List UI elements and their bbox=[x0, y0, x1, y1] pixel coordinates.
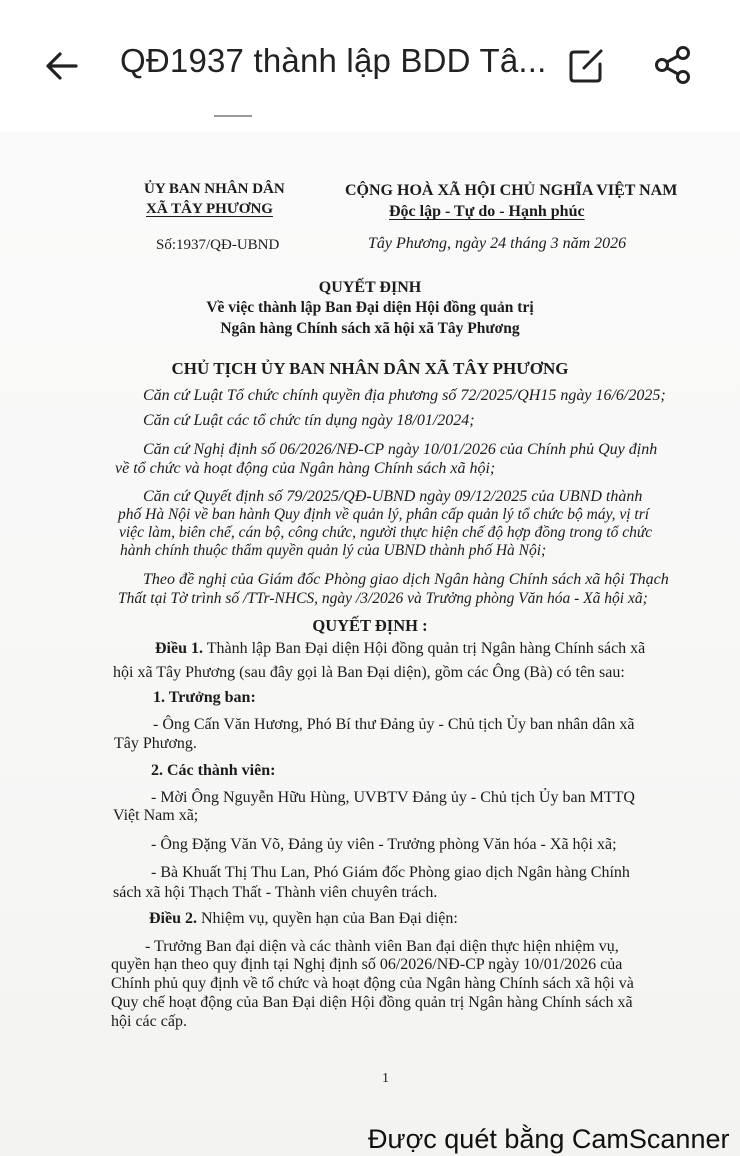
edit-icon bbox=[566, 46, 606, 86]
decision-heading: QUYẾT ĐỊNH bbox=[318, 279, 422, 296]
article-2 bbox=[149, 909, 458, 929]
member-2: - Ông Đặng Văn Võ, Đảng ủy viên - Trưởng phòng Văn hóa - Xã hội xã; bbox=[151, 836, 617, 853]
duty-line-5: hội các cấp. bbox=[111, 1013, 187, 1030]
subject-line-1: Về việc thành lập Ban Đại diện Hội đồng quản trị bbox=[206, 299, 534, 316]
article-2-label: Điều 2. bbox=[149, 910, 197, 927]
app-bar bbox=[0, 0, 740, 132]
duty-line-4: Quy chế hoạt động của Ban Đại diện Hội đồng quản trị Ngân hàng Chính sách xã bbox=[111, 994, 633, 1011]
member-3-cont: sách xã hội Thạch Thất - Thành viên chuyên trách. bbox=[113, 884, 438, 901]
issue-date: Tây Phương, ngày 24 tháng 3 năm 2026 bbox=[368, 235, 627, 252]
issuing-authority: CHỦ TỊCH ỦY BAN NHÂN DÂN XÃ TÂY PHƯƠNG bbox=[171, 359, 569, 378]
arrow-left-icon bbox=[40, 44, 88, 88]
decision-number: Số:1937/QĐ-UBND bbox=[156, 237, 280, 253]
legal-basis-3-cont: về tổ chức và hoạt động của Ngân hàng Chính sách xã hội; bbox=[115, 460, 496, 477]
member-1: - Mời Ông Nguyễn Hữu Hùng, UVBTV Đảng ủy - Chủ tịch Ủy ban MTTQ bbox=[151, 789, 635, 806]
head-member: - Ông Cấn Văn Hương, Phó Bí thư Đảng ủy - Chủ tịch Ủy ban nhân dân xã bbox=[153, 716, 635, 733]
section-head: 1. Trưởng ban: bbox=[153, 689, 256, 706]
agency-name-line-1: ỦY BAN NHÂN DÂN bbox=[144, 181, 285, 197]
scan-mark bbox=[214, 115, 252, 117]
article-1 bbox=[155, 639, 645, 659]
duty-line-3: Chính phủ quy định về tổ chức và hoạt động của Ngân hàng Chính sách xã hội và bbox=[111, 975, 634, 992]
national-title: CỘNG HOÀ XÃ HỘI CHỦ NGHĨA VIỆT NAM bbox=[345, 182, 678, 199]
legal-basis-2: Căn cứ Luật các tổ chức tín dụng ngày 18/01/2024; bbox=[143, 412, 475, 429]
edit-button[interactable] bbox=[566, 46, 606, 86]
document-title: QĐ1937 thành lập BDD Tâ... bbox=[120, 42, 547, 79]
back-button[interactable] bbox=[40, 44, 88, 88]
article-1-cont: hội xã Tây Phương (sau đây gọi là Ban Đại diện), gồm các Ông (Bà) có tên sau: bbox=[113, 664, 625, 681]
share-button[interactable] bbox=[652, 44, 694, 86]
member-3: - Bà Khuất Thị Thu Lan, Phó Giám đốc Phòng giao dịch Ngân hàng Chính bbox=[151, 864, 630, 881]
legal-basis-5: Theo đề nghị của Giám đốc Phòng giao dịch Ngân hàng Chính sách xã hội Thạch bbox=[143, 571, 669, 588]
national-motto: Độc lập - Tự do - Hạnh phúc bbox=[389, 203, 585, 220]
subject-line-2: Ngân hàng Chính sách xã hội xã Tây Phương bbox=[220, 320, 520, 337]
legal-basis-4-cont-3: hành chính thuộc thẩm quyền quản lý của UBND thành phố Hà Nội; bbox=[120, 542, 547, 559]
decide-heading: QUYẾT ĐỊNH : bbox=[312, 616, 428, 635]
legal-basis-4-cont-1: phố Hà Nội về ban hành Quy định về quản lý, phân cấp quản lý tổ chức bộ máy, vị trí bbox=[118, 506, 650, 523]
share-icon bbox=[652, 44, 694, 86]
page-number: 1 bbox=[382, 1071, 389, 1086]
section-members: 2. Các thành viên: bbox=[151, 762, 276, 779]
scanner-watermark: Được quét bằng CamScanner bbox=[368, 1124, 730, 1154]
article-1-text: Thành lập Ban Đại diện Hội đồng quản trị Ngân hàng Chính sách xã bbox=[203, 640, 646, 657]
article-2-title: Nhiệm vụ, quyền hạn của Ban Đại diện: bbox=[197, 910, 458, 927]
legal-basis-3: Căn cứ Nghị định số 06/2026/NĐ-CP ngày 10/01/2026 của Chính phủ Quy định bbox=[143, 441, 658, 458]
head-member-cont: Tây Phương. bbox=[114, 735, 197, 752]
document-page[interactable] bbox=[0, 132, 740, 1156]
article-1-label: Điều 1. bbox=[155, 640, 203, 657]
legal-basis-5-cont: Thất tại Tờ trình số /TTr-NHCS, ngày /3/2026 và Trưởng phòng Văn hóa - Xã hội xã; bbox=[118, 590, 648, 607]
member-1-cont: Việt Nam xã; bbox=[113, 807, 199, 824]
duty-line-2: quyền hạn theo quy định tại Nghị định số 06/2026/NĐ-CP ngày 10/01/2026 của bbox=[111, 956, 623, 973]
duty-line-1: - Trưởng Ban đại diện và các thành viên Ban đại diện thực hiện nhiệm vụ, bbox=[145, 938, 619, 955]
legal-basis-4-cont-2: việc làm, biên chế, cán bộ, công chức, người thực hiện chế độ hợp đồng trong tổ chức bbox=[119, 524, 653, 541]
legal-basis-1: Căn cứ Luật Tổ chức chính quyền địa phương số 72/2025/QH15 ngày 16/6/2025; bbox=[143, 387, 666, 404]
agency-name-line-2: XÃ TÂY PHƯƠNG bbox=[146, 201, 273, 217]
legal-basis-4: Căn cứ Quyết định số 79/2025/QĐ-UBND ngày 09/12/2025 của UBND thành bbox=[143, 488, 643, 505]
